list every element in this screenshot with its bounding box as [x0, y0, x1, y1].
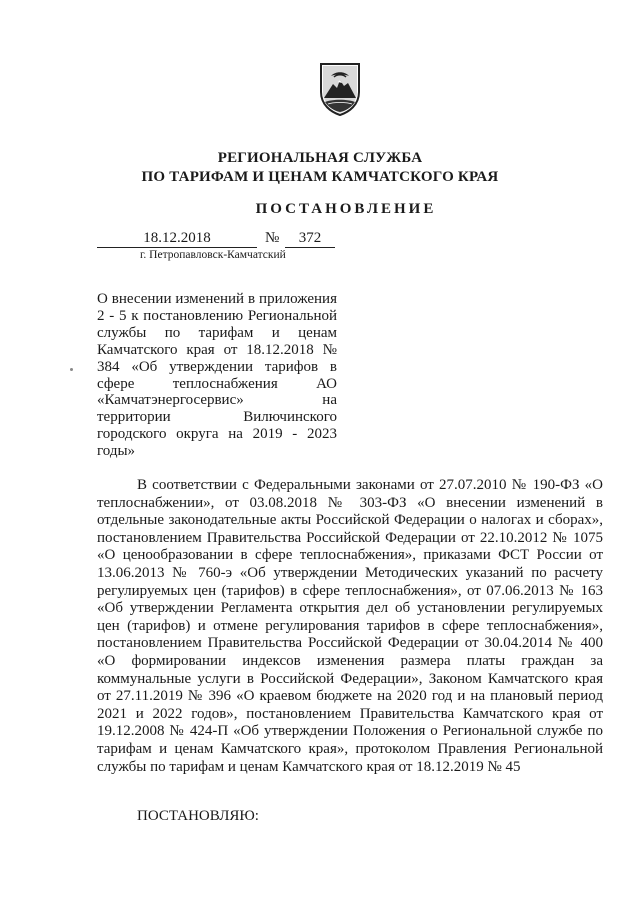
coat-of-arms-icon: [318, 62, 362, 116]
decree-word: ПОСТАНОВЛЯЮ:: [137, 808, 259, 824]
city-name: г. Петропавловск-Камчатский: [140, 249, 286, 261]
document-date: 18.12.2018: [97, 229, 257, 248]
document-subject: О внесении изменений в приложения 2 - 5 к постановлению Региональной службы по тарифам и ценам Камчатского края от 18.12.2018 № 384 «Об утверждении тарифов в сфере теплоснабжения АО «Камчатэнергосервис» на территории Вилючинского городского округа на 2019 - 2023 годы»: [97, 291, 337, 460]
number-sign: №: [265, 230, 280, 246]
scan-speck: [70, 368, 73, 371]
org-name-line2: ПО ТАРИФАМ И ЦЕНАМ КАМЧАТСКОГО КРАЯ: [141, 169, 499, 185]
org-name-line1: РЕГИОНАЛЬНАЯ СЛУЖБА: [217, 150, 423, 166]
preamble-paragraph: В соответствии с Федеральными законами от 27.07.2010 № 190-ФЗ «О теплоснабжении», от 03.08.2018 № 303-ФЗ «О внесении изменений в отдельные законодательные акты Российской Федерации о налогах и сборах», постановлением Правительства Российской Федерации от 22.10.2012 № 1075 «О ценообразовании в сфере теплоснабжения», приказами ФСТ России от 13.06.2013 № 760-э «Об утверждении Методических указаний по расчету регулируемых цен (тарифов) в сфере теплоснабжения», от 07.06.2013 № 163 «Об утверждении Регламента открытия дел об установлении регулируемых цен (тарифов) и отмене регулирования тарифов в сфере теплоснабжения», постановлением Правительства Российской Федерации от 30.04.2014 № 400 «О формировании индексов изменения размера платы граждан за коммунальные услуги в Российской Федерации», Законом Камчатского края от 27.11.2019 № 396 «О краевом бюджете на 2020 год и на плановый период 2021 и 2022 годов», постановлением Правительства Камчатского края от 19.12.2008 № 424-П «Об утверждении Положения о Региональной службе по тарифам и ценам Камчатского края», протоколом Правления Региональной службы по тарифам и ценам Камчатского края от 18.12.2019 № 45: [97, 477, 603, 775]
document-number: 372: [285, 229, 335, 248]
document-type-title: ПОСТАНОВЛЕНИЕ: [255, 201, 437, 217]
